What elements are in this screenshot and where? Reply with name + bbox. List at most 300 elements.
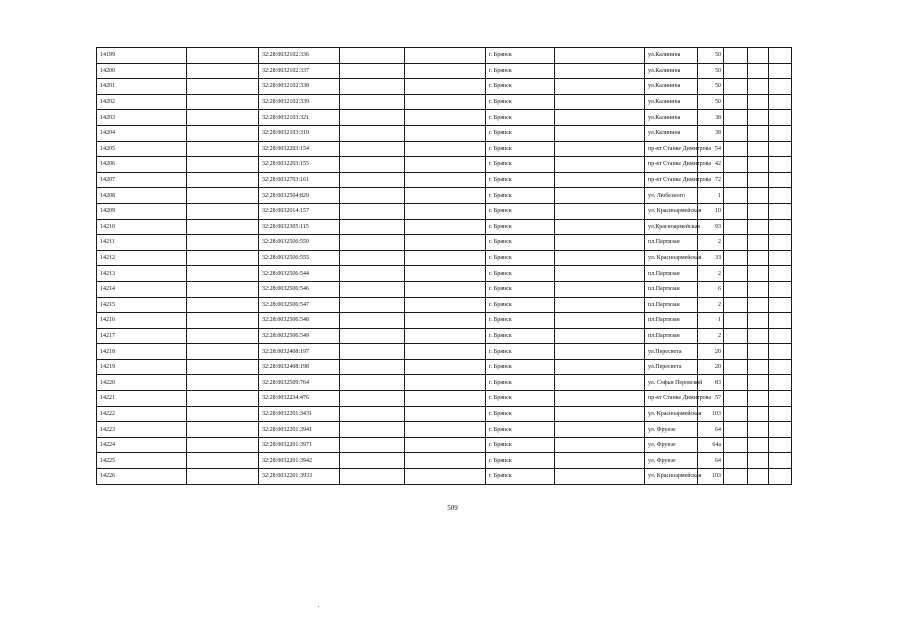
cell-empty bbox=[724, 141, 748, 157]
cell-cadastral-number: 32:28:0032201:3941 bbox=[259, 422, 340, 438]
cell-city: г. Брянск bbox=[486, 219, 555, 235]
cell-empty bbox=[340, 172, 405, 188]
cell-empty bbox=[187, 469, 259, 485]
cell-empty bbox=[187, 48, 259, 64]
cell-record-id: 14202 bbox=[97, 94, 187, 110]
cell-city: г. Брянск bbox=[486, 437, 555, 453]
cell-house-number: 6 bbox=[698, 281, 724, 297]
cell-empty bbox=[340, 453, 405, 469]
cell-record-id: 14220 bbox=[97, 375, 187, 391]
cell-house-number: 38 bbox=[698, 125, 724, 141]
cell-empty bbox=[769, 313, 792, 329]
cell-empty bbox=[187, 203, 259, 219]
cell-empty bbox=[769, 203, 792, 219]
table-row bbox=[97, 141, 792, 157]
cell-empty bbox=[340, 281, 405, 297]
cell-empty bbox=[724, 359, 748, 375]
cell-empty bbox=[187, 344, 259, 360]
cell-cadastral-number: 32:28:0032201:3933 bbox=[259, 469, 340, 485]
cell-street: ул. Красноармейская bbox=[645, 406, 698, 422]
cell-empty bbox=[769, 437, 792, 453]
cell-empty bbox=[724, 157, 748, 173]
cell-street: ул. Любезного bbox=[645, 188, 698, 204]
cell-empty bbox=[769, 281, 792, 297]
cell-house-number: 20 bbox=[698, 344, 724, 360]
cell-empty bbox=[724, 437, 748, 453]
cell-street: ул.Пересвета bbox=[645, 359, 698, 375]
cell-street: пл.Партизан bbox=[645, 328, 698, 344]
cell-empty bbox=[187, 313, 259, 329]
cell-record-id: 14217 bbox=[97, 328, 187, 344]
cell-empty bbox=[555, 344, 645, 360]
cell-empty bbox=[340, 297, 405, 313]
cell-record-id: 14213 bbox=[97, 266, 187, 282]
cell-house-number: 83 bbox=[698, 375, 724, 391]
cell-empty bbox=[340, 110, 405, 126]
cell-city: г. Брянск bbox=[486, 188, 555, 204]
cell-empty bbox=[748, 172, 769, 188]
cell-house-number: 20 bbox=[698, 359, 724, 375]
table-row bbox=[97, 157, 792, 173]
cell-house-number: 54 bbox=[698, 141, 724, 157]
cell-empty bbox=[748, 359, 769, 375]
cell-cadastral-number: 32:28:0032201:3971 bbox=[259, 437, 340, 453]
cell-street: ул.Калинина bbox=[645, 63, 698, 79]
cell-empty bbox=[405, 297, 486, 313]
cell-empty bbox=[555, 328, 645, 344]
cell-empty bbox=[724, 110, 748, 126]
cell-empty bbox=[405, 219, 486, 235]
cell-house-number: 1 bbox=[698, 188, 724, 204]
table-row bbox=[97, 48, 792, 64]
cell-record-id: 14211 bbox=[97, 235, 187, 251]
cell-empty bbox=[405, 406, 486, 422]
cell-empty bbox=[769, 79, 792, 95]
table-body bbox=[97, 48, 792, 485]
cell-city: г. Брянск bbox=[486, 250, 555, 266]
cell-empty bbox=[724, 422, 748, 438]
cell-empty bbox=[340, 235, 405, 251]
cell-record-id: 14205 bbox=[97, 141, 187, 157]
cell-empty bbox=[187, 125, 259, 141]
cell-street: ул.Пересвета bbox=[645, 344, 698, 360]
cell-empty bbox=[748, 406, 769, 422]
cell-record-id: 14203 bbox=[97, 110, 187, 126]
cell-empty bbox=[724, 172, 748, 188]
cell-city: г. Брянск bbox=[486, 235, 555, 251]
cell-empty bbox=[405, 469, 486, 485]
cell-street: ул. Фрунзе bbox=[645, 437, 698, 453]
cell-empty bbox=[405, 391, 486, 407]
cell-cadastral-number: 32:28:0032102:339 bbox=[259, 94, 340, 110]
cell-city: г. Брянск bbox=[486, 281, 555, 297]
cell-empty bbox=[405, 250, 486, 266]
cell-street: ул. Красноармейская bbox=[645, 469, 698, 485]
cell-house-number: 50 bbox=[698, 79, 724, 95]
cell-empty bbox=[724, 94, 748, 110]
cell-empty bbox=[748, 235, 769, 251]
cell-empty bbox=[555, 63, 645, 79]
cell-empty bbox=[405, 453, 486, 469]
cell-street: пр-кт Станке Димитрова bbox=[645, 391, 698, 407]
cell-empty bbox=[405, 235, 486, 251]
cell-house-number: 38 bbox=[698, 110, 724, 126]
table-row bbox=[97, 235, 792, 251]
cell-empty bbox=[555, 48, 645, 64]
cell-empty bbox=[405, 157, 486, 173]
cell-city: г. Брянск bbox=[486, 266, 555, 282]
cell-empty bbox=[405, 313, 486, 329]
table-row bbox=[97, 359, 792, 375]
cell-city: г. Брянск bbox=[486, 79, 555, 95]
table-row bbox=[97, 79, 792, 95]
cell-street: ул. Красноармейская bbox=[645, 203, 698, 219]
cell-empty bbox=[724, 48, 748, 64]
cell-house-number: 2 bbox=[698, 328, 724, 344]
cell-empty bbox=[187, 328, 259, 344]
cell-empty bbox=[769, 453, 792, 469]
cell-house-number: 103 bbox=[698, 406, 724, 422]
cell-empty bbox=[340, 391, 405, 407]
cell-record-id: 14199 bbox=[97, 48, 187, 64]
cell-record-id: 14207 bbox=[97, 172, 187, 188]
cell-cadastral-number: 32:28:0032014:157 bbox=[259, 203, 340, 219]
cell-empty bbox=[187, 250, 259, 266]
property-table bbox=[96, 47, 792, 485]
cell-record-id: 14210 bbox=[97, 219, 187, 235]
cell-house-number: 33 bbox=[698, 250, 724, 266]
table-row bbox=[97, 469, 792, 485]
cell-empty bbox=[724, 266, 748, 282]
table-row bbox=[97, 281, 792, 297]
cell-city: г. Брянск bbox=[486, 422, 555, 438]
cell-city: г. Брянск bbox=[486, 48, 555, 64]
cell-empty bbox=[555, 157, 645, 173]
cell-empty bbox=[555, 453, 645, 469]
cell-cadastral-number: 32:28:0032201:3942 bbox=[259, 453, 340, 469]
cell-city: г. Брянск bbox=[486, 141, 555, 157]
cell-empty bbox=[748, 375, 769, 391]
cell-street: пл.Партизан bbox=[645, 235, 698, 251]
cell-house-number: 2 bbox=[698, 266, 724, 282]
cell-empty bbox=[769, 94, 792, 110]
cell-empty bbox=[405, 203, 486, 219]
cell-empty bbox=[769, 172, 792, 188]
cell-empty bbox=[340, 266, 405, 282]
cell-cadastral-number: 32:28:0032506:548 bbox=[259, 313, 340, 329]
cell-empty bbox=[405, 437, 486, 453]
cell-empty bbox=[724, 125, 748, 141]
cell-empty bbox=[769, 219, 792, 235]
cell-city: г. Брянск bbox=[486, 359, 555, 375]
cell-record-id: 14208 bbox=[97, 188, 187, 204]
cell-empty bbox=[340, 125, 405, 141]
cell-empty bbox=[769, 422, 792, 438]
cell-record-id: 14215 bbox=[97, 297, 187, 313]
cell-empty bbox=[405, 172, 486, 188]
cell-empty bbox=[555, 281, 645, 297]
table-row bbox=[97, 328, 792, 344]
cell-empty bbox=[340, 188, 405, 204]
cell-empty bbox=[555, 125, 645, 141]
cell-house-number: 1 bbox=[698, 313, 724, 329]
cell-record-id: 14216 bbox=[97, 313, 187, 329]
cell-empty bbox=[748, 469, 769, 485]
cell-house-number: 64 bbox=[698, 422, 724, 438]
cell-empty bbox=[340, 63, 405, 79]
cell-empty bbox=[748, 313, 769, 329]
cell-empty bbox=[769, 250, 792, 266]
cell-house-number: 64 bbox=[698, 453, 724, 469]
cell-cadastral-number: 32:28:0032506:555 bbox=[259, 250, 340, 266]
cell-street: ул. Фрунзе bbox=[645, 453, 698, 469]
cell-house-number: 10 bbox=[698, 203, 724, 219]
cell-record-id: 14212 bbox=[97, 250, 187, 266]
cell-street: ул.Калинина bbox=[645, 94, 698, 110]
cell-empty bbox=[340, 359, 405, 375]
table-row bbox=[97, 313, 792, 329]
cell-street: ул.Калинина bbox=[645, 110, 698, 126]
cell-empty bbox=[748, 188, 769, 204]
cell-empty bbox=[748, 94, 769, 110]
cell-city: г. Брянск bbox=[486, 63, 555, 79]
cell-empty bbox=[769, 375, 792, 391]
table-row bbox=[97, 422, 792, 438]
table-row bbox=[97, 188, 792, 204]
cell-city: г. Брянск bbox=[486, 406, 555, 422]
cell-empty bbox=[187, 172, 259, 188]
cell-empty bbox=[405, 266, 486, 282]
cell-empty bbox=[724, 297, 748, 313]
cell-empty bbox=[340, 48, 405, 64]
cell-house-number: 42 bbox=[698, 157, 724, 173]
cell-empty bbox=[724, 188, 748, 204]
cell-record-id: 14206 bbox=[97, 157, 187, 173]
cell-empty bbox=[748, 266, 769, 282]
cell-empty bbox=[187, 79, 259, 95]
cell-empty bbox=[769, 391, 792, 407]
cell-city: г. Брянск bbox=[486, 391, 555, 407]
cell-empty bbox=[769, 328, 792, 344]
cell-empty bbox=[748, 110, 769, 126]
cell-empty bbox=[187, 188, 259, 204]
cell-empty bbox=[340, 344, 405, 360]
cell-empty bbox=[748, 297, 769, 313]
cell-cadastral-number: 32:28:0032506:550 bbox=[259, 235, 340, 251]
cell-cadastral-number: 32:28:0032506:544 bbox=[259, 266, 340, 282]
cell-empty bbox=[340, 203, 405, 219]
cell-house-number: 72 bbox=[698, 172, 724, 188]
cell-house-number: 93 bbox=[698, 219, 724, 235]
cell-empty bbox=[555, 94, 645, 110]
cell-empty bbox=[748, 141, 769, 157]
cell-empty bbox=[724, 328, 748, 344]
cell-empty bbox=[748, 422, 769, 438]
cell-empty bbox=[340, 328, 405, 344]
cell-empty bbox=[748, 125, 769, 141]
cell-empty bbox=[555, 437, 645, 453]
cell-house-number: 57 bbox=[698, 391, 724, 407]
cell-empty bbox=[724, 235, 748, 251]
cell-empty bbox=[769, 63, 792, 79]
cell-empty bbox=[555, 235, 645, 251]
cell-empty bbox=[724, 79, 748, 95]
cell-empty bbox=[555, 359, 645, 375]
cell-cadastral-number: 32:28:0032103:321 bbox=[259, 110, 340, 126]
cell-empty bbox=[555, 375, 645, 391]
scan-speck bbox=[318, 606, 319, 607]
cell-empty bbox=[769, 125, 792, 141]
cell-empty bbox=[748, 391, 769, 407]
table-row bbox=[97, 266, 792, 282]
cell-city: г. Брянск bbox=[486, 94, 555, 110]
table-row bbox=[97, 437, 792, 453]
cell-empty bbox=[340, 79, 405, 95]
cell-house-number: 2 bbox=[698, 297, 724, 313]
cell-record-id: 14226 bbox=[97, 469, 187, 485]
table-row bbox=[97, 125, 792, 141]
cell-record-id: 14204 bbox=[97, 125, 187, 141]
cell-empty bbox=[555, 141, 645, 157]
cell-cadastral-number: 32:28:0032504:829 bbox=[259, 188, 340, 204]
table-row bbox=[97, 250, 792, 266]
cell-empty bbox=[340, 469, 405, 485]
cell-empty bbox=[187, 235, 259, 251]
cell-empty bbox=[405, 141, 486, 157]
cell-empty bbox=[187, 406, 259, 422]
table-row bbox=[97, 406, 792, 422]
cell-empty bbox=[555, 219, 645, 235]
cell-empty bbox=[340, 437, 405, 453]
cell-house-number: 50 bbox=[698, 48, 724, 64]
cell-empty bbox=[724, 281, 748, 297]
cell-empty bbox=[340, 406, 405, 422]
cell-empty bbox=[748, 48, 769, 64]
cell-record-id: 14225 bbox=[97, 453, 187, 469]
cell-street: ул. Софьи Перовской bbox=[645, 375, 698, 391]
cell-house-number: 50 bbox=[698, 94, 724, 110]
cell-empty bbox=[405, 422, 486, 438]
cell-street: ул. Красноармейская bbox=[645, 250, 698, 266]
cell-street: ул.Калинина bbox=[645, 48, 698, 64]
cell-empty bbox=[405, 328, 486, 344]
cell-cadastral-number: 32:28:0032509:764 bbox=[259, 375, 340, 391]
cell-empty bbox=[405, 110, 486, 126]
cell-empty bbox=[555, 313, 645, 329]
cell-empty bbox=[769, 469, 792, 485]
cell-cadastral-number: 32:28:0032103:319 bbox=[259, 125, 340, 141]
cell-empty bbox=[187, 110, 259, 126]
cell-empty bbox=[555, 172, 645, 188]
cell-empty bbox=[555, 391, 645, 407]
cell-empty bbox=[405, 375, 486, 391]
cell-empty bbox=[340, 219, 405, 235]
cell-empty bbox=[769, 266, 792, 282]
cell-empty bbox=[769, 406, 792, 422]
page-number: 509 bbox=[447, 504, 458, 512]
cell-city: г. Брянск bbox=[486, 157, 555, 173]
cell-street: пл.Партизан bbox=[645, 313, 698, 329]
cell-street: пл.Партизан bbox=[645, 281, 698, 297]
cell-empty bbox=[748, 250, 769, 266]
cell-empty bbox=[748, 219, 769, 235]
cell-empty bbox=[187, 437, 259, 453]
cell-empty bbox=[340, 157, 405, 173]
cell-street: пр-кт Станке Димитрова bbox=[645, 172, 698, 188]
cell-city: г. Брянск bbox=[486, 297, 555, 313]
cell-empty bbox=[724, 219, 748, 235]
cell-city: г. Брянск bbox=[486, 375, 555, 391]
cell-cadastral-number: 32:28:0032203:154 bbox=[259, 141, 340, 157]
cell-record-id: 14200 bbox=[97, 63, 187, 79]
cell-street: пр-кт Станке Димитрова bbox=[645, 141, 698, 157]
cell-empty bbox=[555, 266, 645, 282]
cell-empty bbox=[769, 48, 792, 64]
cell-city: г. Брянск bbox=[486, 328, 555, 344]
cell-empty bbox=[555, 203, 645, 219]
cell-empty bbox=[724, 391, 748, 407]
cell-empty bbox=[769, 188, 792, 204]
cell-empty bbox=[724, 406, 748, 422]
cell-empty bbox=[187, 391, 259, 407]
cell-street: ул.Калинина bbox=[645, 79, 698, 95]
cell-empty bbox=[724, 375, 748, 391]
cell-empty bbox=[769, 141, 792, 157]
cell-city: г. Брянск bbox=[486, 203, 555, 219]
cell-empty bbox=[724, 63, 748, 79]
cell-empty bbox=[724, 469, 748, 485]
cell-record-id: 14209 bbox=[97, 203, 187, 219]
cell-street: пл.Партизан bbox=[645, 266, 698, 282]
cell-city: г. Брянск bbox=[486, 172, 555, 188]
cell-city: г. Брянск bbox=[486, 453, 555, 469]
cell-record-id: 14223 bbox=[97, 422, 187, 438]
cell-empty bbox=[769, 157, 792, 173]
cell-empty bbox=[405, 48, 486, 64]
cell-empty bbox=[555, 297, 645, 313]
cell-empty bbox=[748, 79, 769, 95]
cell-empty bbox=[748, 157, 769, 173]
table-row bbox=[97, 344, 792, 360]
cell-empty bbox=[187, 375, 259, 391]
cell-empty bbox=[748, 63, 769, 79]
cell-street: ул.Калинина bbox=[645, 125, 698, 141]
cell-empty bbox=[340, 250, 405, 266]
table-row bbox=[97, 203, 792, 219]
cell-city: г. Брянск bbox=[486, 125, 555, 141]
cell-cadastral-number: 32:28:0032506:547 bbox=[259, 297, 340, 313]
cell-record-id: 14214 bbox=[97, 281, 187, 297]
cell-empty bbox=[187, 94, 259, 110]
cell-empty bbox=[748, 344, 769, 360]
cell-record-id: 14224 bbox=[97, 437, 187, 453]
cell-record-id: 14201 bbox=[97, 79, 187, 95]
cell-house-number: 2 bbox=[698, 235, 724, 251]
cell-cadastral-number: 32:28:0032102:337 bbox=[259, 63, 340, 79]
cell-record-id: 14219 bbox=[97, 359, 187, 375]
cell-cadastral-number: 32:28:0032203:155 bbox=[259, 157, 340, 173]
cell-empty bbox=[769, 344, 792, 360]
cell-city: г. Брянск bbox=[486, 344, 555, 360]
cell-street: пр-кт Станке Димитрова bbox=[645, 157, 698, 173]
cell-empty bbox=[405, 359, 486, 375]
cell-cadastral-number: 32:28:0032506:546 bbox=[259, 281, 340, 297]
cell-empty bbox=[187, 422, 259, 438]
cell-empty bbox=[340, 422, 405, 438]
cell-empty bbox=[555, 469, 645, 485]
table-row bbox=[97, 94, 792, 110]
table-row bbox=[97, 110, 792, 126]
